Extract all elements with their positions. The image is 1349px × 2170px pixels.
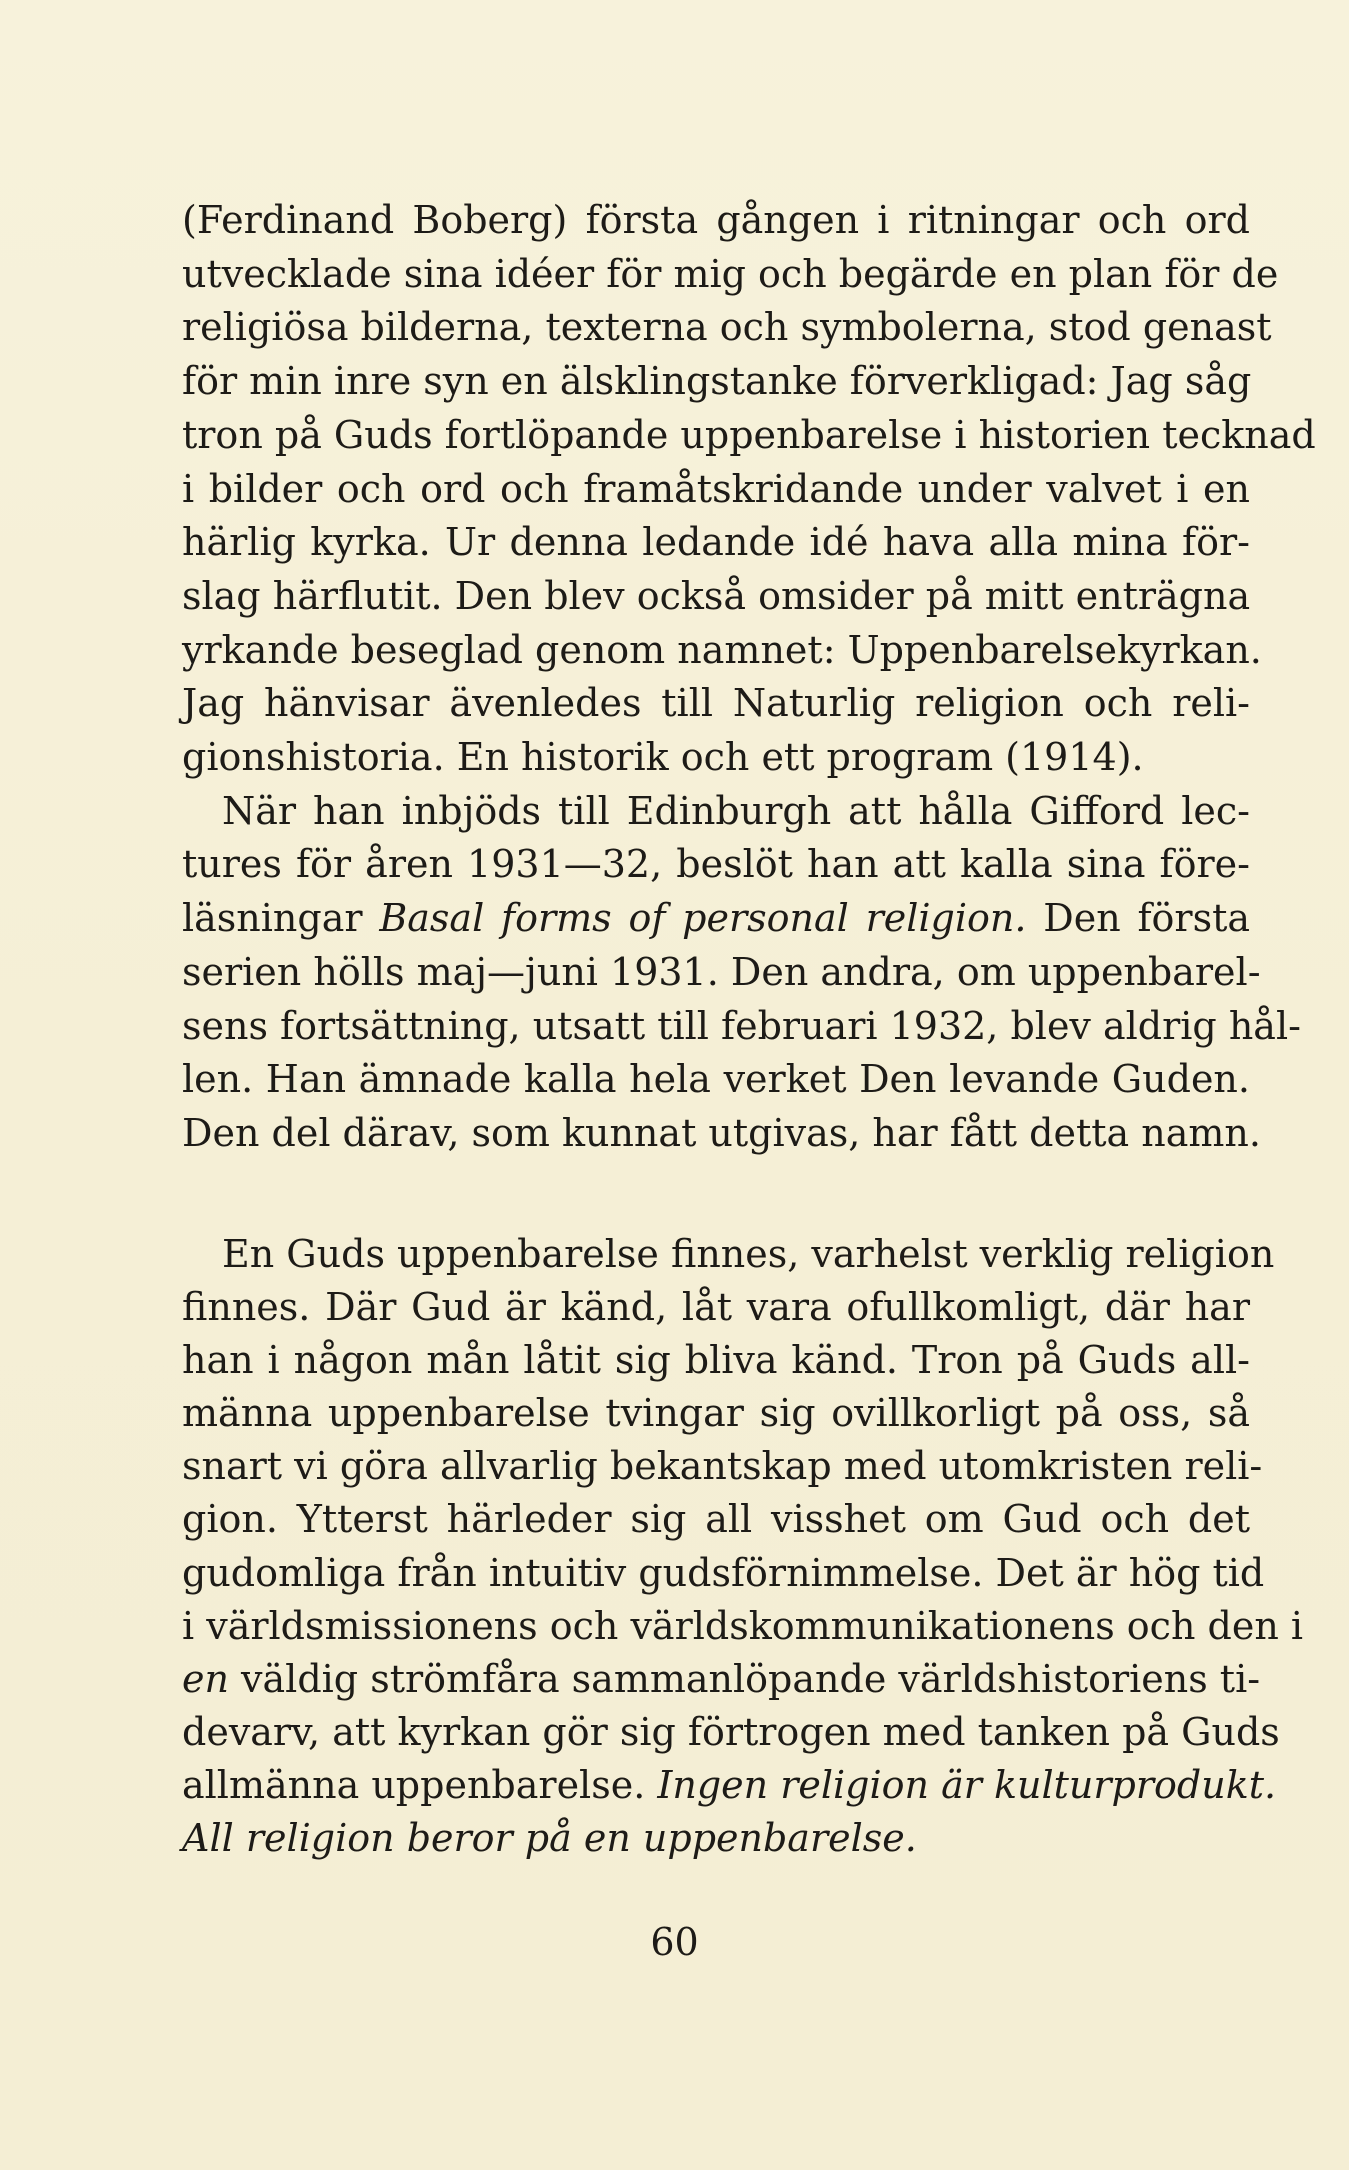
text-line: När han inbjöds till Edinburgh att hålla Gifford lec- (222, 788, 1250, 833)
text-line: tron på Guds fortlöpande uppenbarelse i historien tecknad (182, 412, 1316, 457)
text-line: devarv, att kyrkan gör sig förtrogen med tanken på Guds (182, 1709, 1280, 1754)
text-line: för min inre syn en älsklingstanke förverkligad: Jag såg (182, 359, 1252, 404)
italic-final-sentence: All religion beror på en uppenbarelse. (182, 1816, 917, 1861)
text-line: härlig kyrka. Ur denna ledande idé hava alla mina för- (182, 520, 1250, 565)
text-line-with-title (182, 892, 1250, 946)
text-line: (Ferdinand Boberg) första gången i ritningar och ord (182, 198, 1250, 242)
paragraph-block-2 (182, 1228, 1304, 1865)
text-line: snart vi göra allvarlig bekantskap med utomkristen reli- (182, 1444, 1263, 1489)
text-line: gionshistoria. En historik och ett program (1914). (182, 735, 1144, 780)
text-line: utvecklade sina idéer för mig och begärde en plan för de (182, 251, 1279, 296)
text-line: gion. Ytterst härleder sig all visshet om Gud och det (182, 1497, 1250, 1542)
text-line: tures för åren 1931—32, beslöt han att kalla sina före- (182, 842, 1250, 887)
emphasis-en: en (182, 1656, 229, 1701)
italic-sentence: Ingen religion är kulturprodukt. (657, 1762, 1277, 1807)
line-prefix: allmänna uppenbarelse. (182, 1762, 658, 1807)
paragraph-block-1 (182, 194, 1316, 1161)
text-line: Jag hänvisar ävenledes till Naturlig religion och reli- (182, 681, 1250, 726)
text-line: serien hölls maj—juni 1931. Den andra, om uppenbarel- (182, 949, 1261, 994)
text-line: i världsmissionens och världskommunikationens och den i (182, 1603, 1304, 1648)
text-line: yrkande beseglad genom namnet: Uppenbarelsekyrkan. (182, 627, 1262, 672)
text-line-with-italic (182, 1759, 1277, 1812)
text-line: sens fortsättning, utsatt till februari 1932, blev aldrig hål- (182, 1003, 1301, 1048)
text-line: männa uppenbarelse tvingar sig ovillkorligt på oss, så (182, 1391, 1250, 1436)
text-line: finnes. Där Gud är känd, låt vara ofullkomligt, där har (182, 1285, 1250, 1330)
text-line: En Guds uppenbarelse finnes, varhelst verklig religion (222, 1232, 1275, 1276)
line-prefix: läsningar (182, 896, 380, 941)
text-line-italic (182, 1812, 1250, 1865)
text-line: i bilder och ord och framåtskridande under valvet i en (182, 466, 1250, 511)
text-line: Den del därav, som kunnat utgivas, har fått detta namn. (182, 1110, 1261, 1155)
text-line: religiösa bilderna, texterna och symbolerna, stod genast (182, 305, 1272, 350)
text-line: han i någon mån låtit sig bliva känd. Tron på Guds all- (182, 1338, 1250, 1383)
lecture-title: Basal forms of personal religion. (379, 896, 1027, 941)
text-line-with-emphasis (182, 1653, 1261, 1706)
text-line: len. Han ämnade kalla hela verket Den levande Guden. (182, 1057, 1250, 1102)
text-line: slag härflutit. Den blev också omsider på mitt enträgna (182, 573, 1251, 618)
line-rest: väldig strömfåra sammanlöpande världshistoriens ti- (228, 1656, 1261, 1701)
text-line: gudomliga från intuitiv gudsförnimmelse. Det är hög tid (182, 1550, 1265, 1595)
line-suffix: Den första (1026, 896, 1250, 941)
page-number: 60 (650, 1920, 699, 1964)
